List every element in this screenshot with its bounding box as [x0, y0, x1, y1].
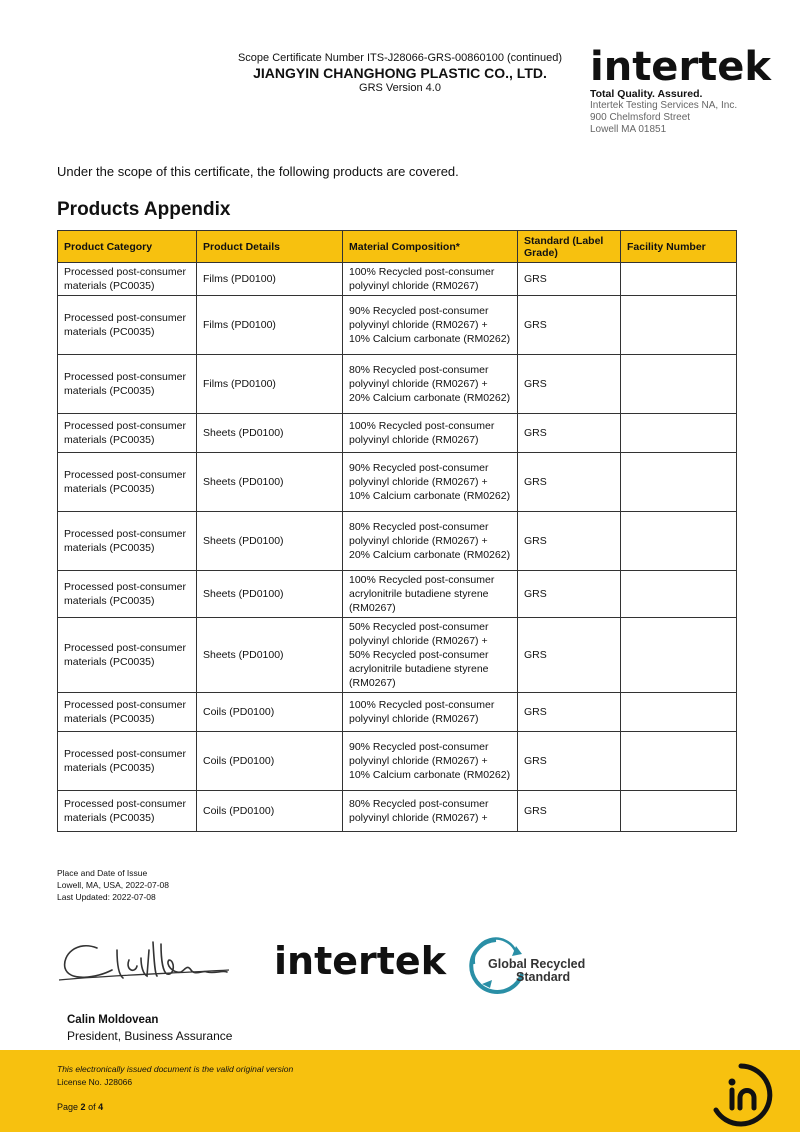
standard-cell: GRS	[518, 296, 621, 355]
scope-certificate-number: Scope Certificate Number ITS-J28066-GRS-00860100 (continued)	[237, 52, 563, 64]
details-cell: Sheets (PD0100)	[197, 414, 343, 453]
table-row	[58, 414, 737, 453]
appendix-title: Products Appendix	[57, 199, 231, 220]
category-cell: Processed post-consumer materials (PC0035)	[58, 571, 197, 618]
composition-cell: 100% Recycled post-consumer acrylonitrile butadiene styrene (RM0267)	[343, 571, 518, 618]
composition-cell: 100% Recycled post-consumer polyvinyl chloride (RM0267)	[343, 263, 518, 296]
standard-cell: GRS	[518, 512, 621, 571]
facility-cell	[621, 512, 737, 571]
category-cell: Processed post-consumer materials (PC0035)	[58, 263, 197, 296]
license-number: License No. J28066	[57, 1077, 133, 1087]
table-body	[58, 263, 737, 832]
standard-cell: GRS	[518, 791, 621, 832]
table-row	[58, 512, 737, 571]
page-current: 2	[80, 1102, 86, 1112]
details-cell: Sheets (PD0100)	[197, 453, 343, 512]
composition-cell: 50% Recycled post-consumer polyvinyl chloride (RM0267) + 50% Recycled post-consumer acrylonitrile butadiene styrene (RM0267)	[343, 618, 518, 693]
facility-cell	[621, 732, 737, 791]
facility-cell	[621, 263, 737, 296]
facility-cell	[621, 693, 737, 732]
category-cell: Processed post-consumer materials (PC0035)	[58, 414, 197, 453]
table-row	[58, 693, 737, 732]
svg-text:Standard: Standard	[516, 970, 571, 984]
table-row	[58, 571, 737, 618]
details-cell: Coils (PD0100)	[197, 732, 343, 791]
table-row	[58, 355, 737, 414]
composition-cell: 90% Recycled post-consumer polyvinyl chloride (RM0267) + 10% Calcium carbonate (RM0262)	[343, 453, 518, 512]
column-header: Product Details	[197, 231, 343, 263]
grs-version: GRS Version 4.0	[359, 82, 441, 94]
company-name: JIANGYIN CHANGHONG PLASTIC CO., LTD.	[253, 65, 547, 81]
signer-name: Calin Moldovean	[67, 1014, 159, 1026]
composition-cell: 100% Recycled post-consumer polyvinyl chloride (RM0267)	[343, 414, 518, 453]
svg-text:intertek: intertek	[274, 939, 446, 983]
category-cell: Processed post-consumer materials (PC0035)	[58, 732, 197, 791]
category-cell: Processed post-consumer materials (PC0035)	[58, 296, 197, 355]
facility-cell	[621, 296, 737, 355]
footer-note: This electronically issued document is the valid original version	[57, 1064, 294, 1074]
category-cell: Processed post-consumer materials (PC0035)	[58, 693, 197, 732]
details-cell: Films (PD0100)	[197, 263, 343, 296]
details-cell: Sheets (PD0100)	[197, 618, 343, 693]
tagline: Total Quality. Assured.	[590, 88, 703, 100]
column-header: Standard (Label Grade)	[518, 231, 621, 263]
category-cell: Processed post-consumer materials (PC0035)	[58, 791, 197, 832]
category-cell: Processed post-consumer materials (PC0035)	[58, 512, 197, 571]
issue-place-date: Lowell, MA, USA, 2022-07-08	[57, 880, 169, 890]
composition-cell: 90% Recycled post-consumer polyvinyl chloride (RM0267) + 10% Calcium carbonate (RM0262)	[343, 732, 518, 791]
facility-cell	[621, 791, 737, 832]
composition-cell: 80% Recycled post-consumer polyvinyl chloride (RM0267) + 20% Calcium carbonate (RM0262)	[343, 355, 518, 414]
facility-cell	[621, 618, 737, 693]
standard-cell: GRS	[518, 453, 621, 512]
standard-cell: GRS	[518, 414, 621, 453]
table-header-row	[58, 231, 737, 263]
signer-title: President, Business Assurance	[67, 1029, 233, 1043]
page-label: Page	[57, 1102, 79, 1112]
intertek-in-icon	[708, 1062, 774, 1128]
facility-cell	[621, 414, 737, 453]
facility-cell	[621, 355, 737, 414]
last-updated: Last Updated: 2022-07-08	[57, 892, 156, 902]
address-line-2: 900 Chelmsford Street	[590, 112, 691, 123]
composition-cell: 80% Recycled post-consumer polyvinyl chloride (RM0267) + 20% Calcium carbonate (RM0262)	[343, 512, 518, 571]
category-cell: Processed post-consumer materials (PC0035)	[58, 355, 197, 414]
standard-cell: GRS	[518, 355, 621, 414]
column-header: Material Composition*	[343, 231, 518, 263]
issue-info	[57, 867, 169, 903]
table-row	[58, 618, 737, 693]
intertek-logo	[590, 42, 772, 90]
facility-cell	[621, 571, 737, 618]
column-header: Product Category	[58, 231, 197, 263]
issue-label: Place and Date of Issue	[57, 868, 148, 878]
composition-cell: 100% Recycled post-consumer polyvinyl chloride (RM0267)	[343, 693, 518, 732]
svg-text:intertek: intertek	[590, 44, 772, 90]
details-cell: Films (PD0100)	[197, 296, 343, 355]
page-footer	[0, 1050, 800, 1132]
signature-image	[57, 930, 232, 990]
column-header: Facility Number	[621, 231, 737, 263]
page-indicator	[57, 1102, 103, 1112]
svg-text:Global Recycled: Global Recycled	[488, 957, 586, 971]
standard-cell: GRS	[518, 618, 621, 693]
standard-cell: GRS	[518, 693, 621, 732]
category-cell: Processed post-consumer materials (PC0035)	[58, 453, 197, 512]
products-table	[57, 230, 737, 832]
table-row	[58, 296, 737, 355]
details-cell: Coils (PD0100)	[197, 693, 343, 732]
composition-cell: 80% Recycled post-consumer polyvinyl chloride (RM0267) +	[343, 791, 518, 832]
page-total: 4	[98, 1102, 104, 1112]
details-cell: Coils (PD0100)	[197, 791, 343, 832]
intro-text: Under the scope of this certificate, the following products are covered.	[57, 164, 459, 179]
intertek-brand-block	[590, 42, 772, 136]
table-row	[58, 791, 737, 832]
facility-cell	[621, 453, 737, 512]
global-recycled-standard-logo	[466, 934, 596, 994]
standard-cell: GRS	[518, 263, 621, 296]
standard-cell: GRS	[518, 571, 621, 618]
table-row	[58, 453, 737, 512]
address-line-1: Intertek Testing Services NA, Inc.	[590, 100, 738, 111]
address-line-3: Lowell MA 01851	[590, 124, 667, 135]
standard-cell: GRS	[518, 732, 621, 791]
composition-cell: 90% Recycled post-consumer polyvinyl chloride (RM0267) + 10% Calcium carbonate (RM0262)	[343, 296, 518, 355]
table-row	[58, 263, 737, 296]
details-cell: Sheets (PD0100)	[197, 571, 343, 618]
intertek-logo	[274, 938, 446, 983]
page-of: of	[88, 1102, 96, 1112]
details-cell: Sheets (PD0100)	[197, 512, 343, 571]
signer-block	[67, 1012, 232, 1044]
details-cell: Films (PD0100)	[197, 355, 343, 414]
certificate-header	[212, 52, 588, 94]
category-cell: Processed post-consumer materials (PC0035)	[58, 618, 197, 693]
table-row	[58, 732, 737, 791]
